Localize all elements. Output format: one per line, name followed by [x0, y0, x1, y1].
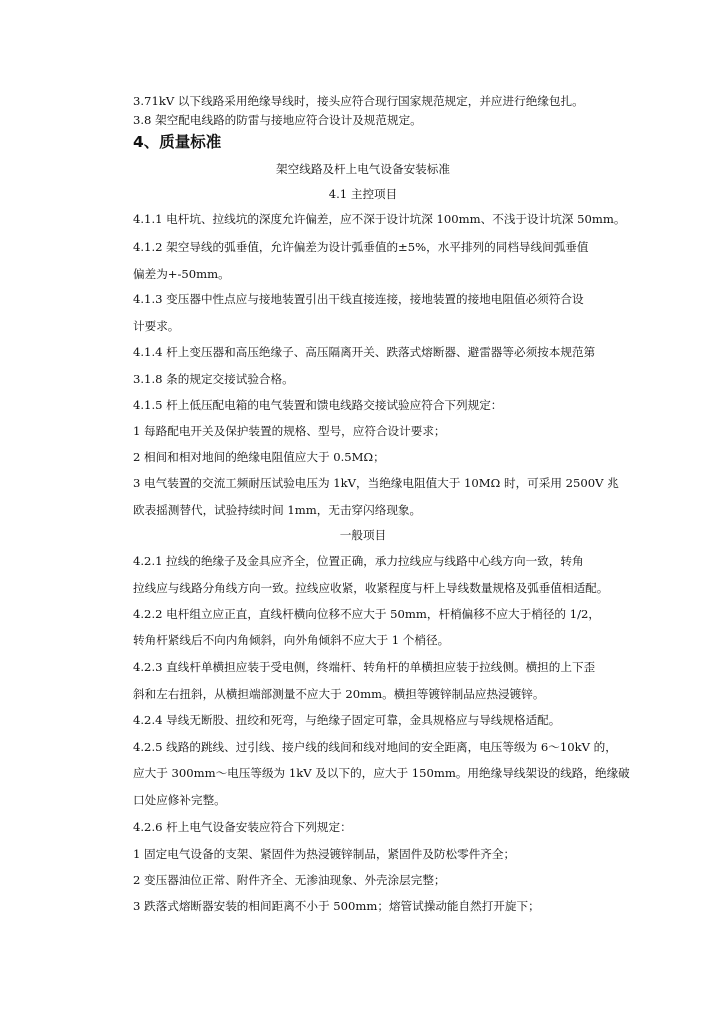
general-item-line: 4.2.6 杆上电气设备安装应符合下列规定：	[133, 820, 352, 834]
section-title: 4、质量标准	[133, 133, 222, 151]
main-item-line: 欧表摇测替代，试验持续时间 1mm，无击穿闪络现象。	[133, 503, 422, 517]
general-item-line: 4.2.5 线路的跳线、过引线、接户线的线间和线对地间的安全距离，电压等级为 6～10kV 的，	[133, 740, 617, 754]
general-item-line: 4.2.3 直线杆单横担应装于受电侧，终端杆、转角杆的单横担应装于拉线侧。横担的上下歪	[133, 660, 596, 674]
main-item-line: 4.1.5 杆上低压配电箱的电气装置和馈电线路交接试验应符合下列规定：	[133, 398, 503, 412]
main-item-line: 4.1.1 电杆坑、拉线坑的深度允许偏差，应不深于设计坑深 100mm、不浅于设计坑深 50mm。	[133, 212, 626, 226]
general-item-line: 4.2.4 导线无断股、扭绞和死弯，与绝缘子固定可靠，金具规格应与导线规格适配。	[133, 713, 561, 727]
general-item-line: 2 变压器油位正常、附件齐全、无渗油现象、外壳涂层完整；	[133, 873, 446, 887]
general-item-line: 转角杆紧线后不向内角倾斜，向外角倾斜不应大于 1 个梢径。	[133, 633, 450, 647]
general-item-line: 1 固定电气设备的支架、紧固件为热浸镀锌制品，紧固件及防松零件齐全；	[133, 847, 516, 861]
main-item-line: 2 相间和相对地间的绝缘电阻值应大于 0.5MΩ；	[133, 450, 385, 464]
general-item-line: 3 跌落式熔断器安装的相间距离不小于 500mm；熔管试操动能自然打开旋下；	[133, 899, 540, 913]
main-item-line: 3.1.8 条的规定交接试验合格。	[133, 372, 294, 386]
general-item-line: 4.2.2 电杆组立应正直，直线杆横向位移不应大于 50mm，杆梢偏移不应大于梢径的 1/2，	[133, 607, 600, 621]
general-item-line: 4.2.1 拉线的绝缘子及金具应齐全，位置正确，承力拉线应与线路中心线方向一致，转角	[133, 554, 584, 568]
main-item-line: 3 电气装置的交流工频耐压试验电压为 1kV，当绝缘电阻值大于 10MΩ 时，可采用 2500V 兆	[133, 476, 619, 490]
general-item-line: 口处应修补完整。	[133, 793, 226, 807]
main-item-line: 4.1.2 架空导线的弧垂值，允许偏差为设计弧垂值的±5%，水平排列的同档导线间弧垂值	[133, 240, 589, 254]
main-items-title: 4.1 主控项目	[328, 187, 398, 201]
general-item-line: 拉线应与线路分角线方向一致。拉线应收紧，收紧程度与杆上导线数量规格及弧垂值相适配。	[133, 581, 609, 595]
document-subtitle: 架空线路及杆上电气设备安装标准	[276, 162, 450, 176]
general-items-title: 一般项目	[339, 528, 387, 542]
general-item-line: 斜和左右扭斜，从横担端部测量不应大于 20mm。横担等镀锌制品应热浸镀锌。	[133, 687, 545, 701]
main-item-line: 偏差为+-50mm。	[133, 267, 230, 281]
main-item-line: 4.1.4 杆上变压器和高压绝缘子、高压隔离开关、跌落式熔断器、避雷器等必须按本规范第	[133, 345, 596, 359]
main-item-line: 1 每路配电开关及保护装置的规格、型号，应符合设计要求；	[133, 424, 446, 438]
main-item-line: 计要求。	[133, 319, 180, 333]
main-item-line: 4.1.3 变压器中性点应与接地装置引出干线直接连接，接地装置的接地电阻值必须符合设	[133, 292, 584, 306]
intro-line-1: 3.71kV 以下线路采用绝缘导线时，接头应符合现行国家规范规定，并应进行绝缘包扎。	[133, 94, 584, 108]
general-item-line: 应大于 300mm～电压等级为 1kV 及以下的，应大于 150mm。用绝缘导线架设的线路，绝缘破	[133, 766, 630, 780]
intro-line-2: 3.8 架空配电线路的防雷与接地应符合设计及规范规定。	[133, 113, 422, 127]
